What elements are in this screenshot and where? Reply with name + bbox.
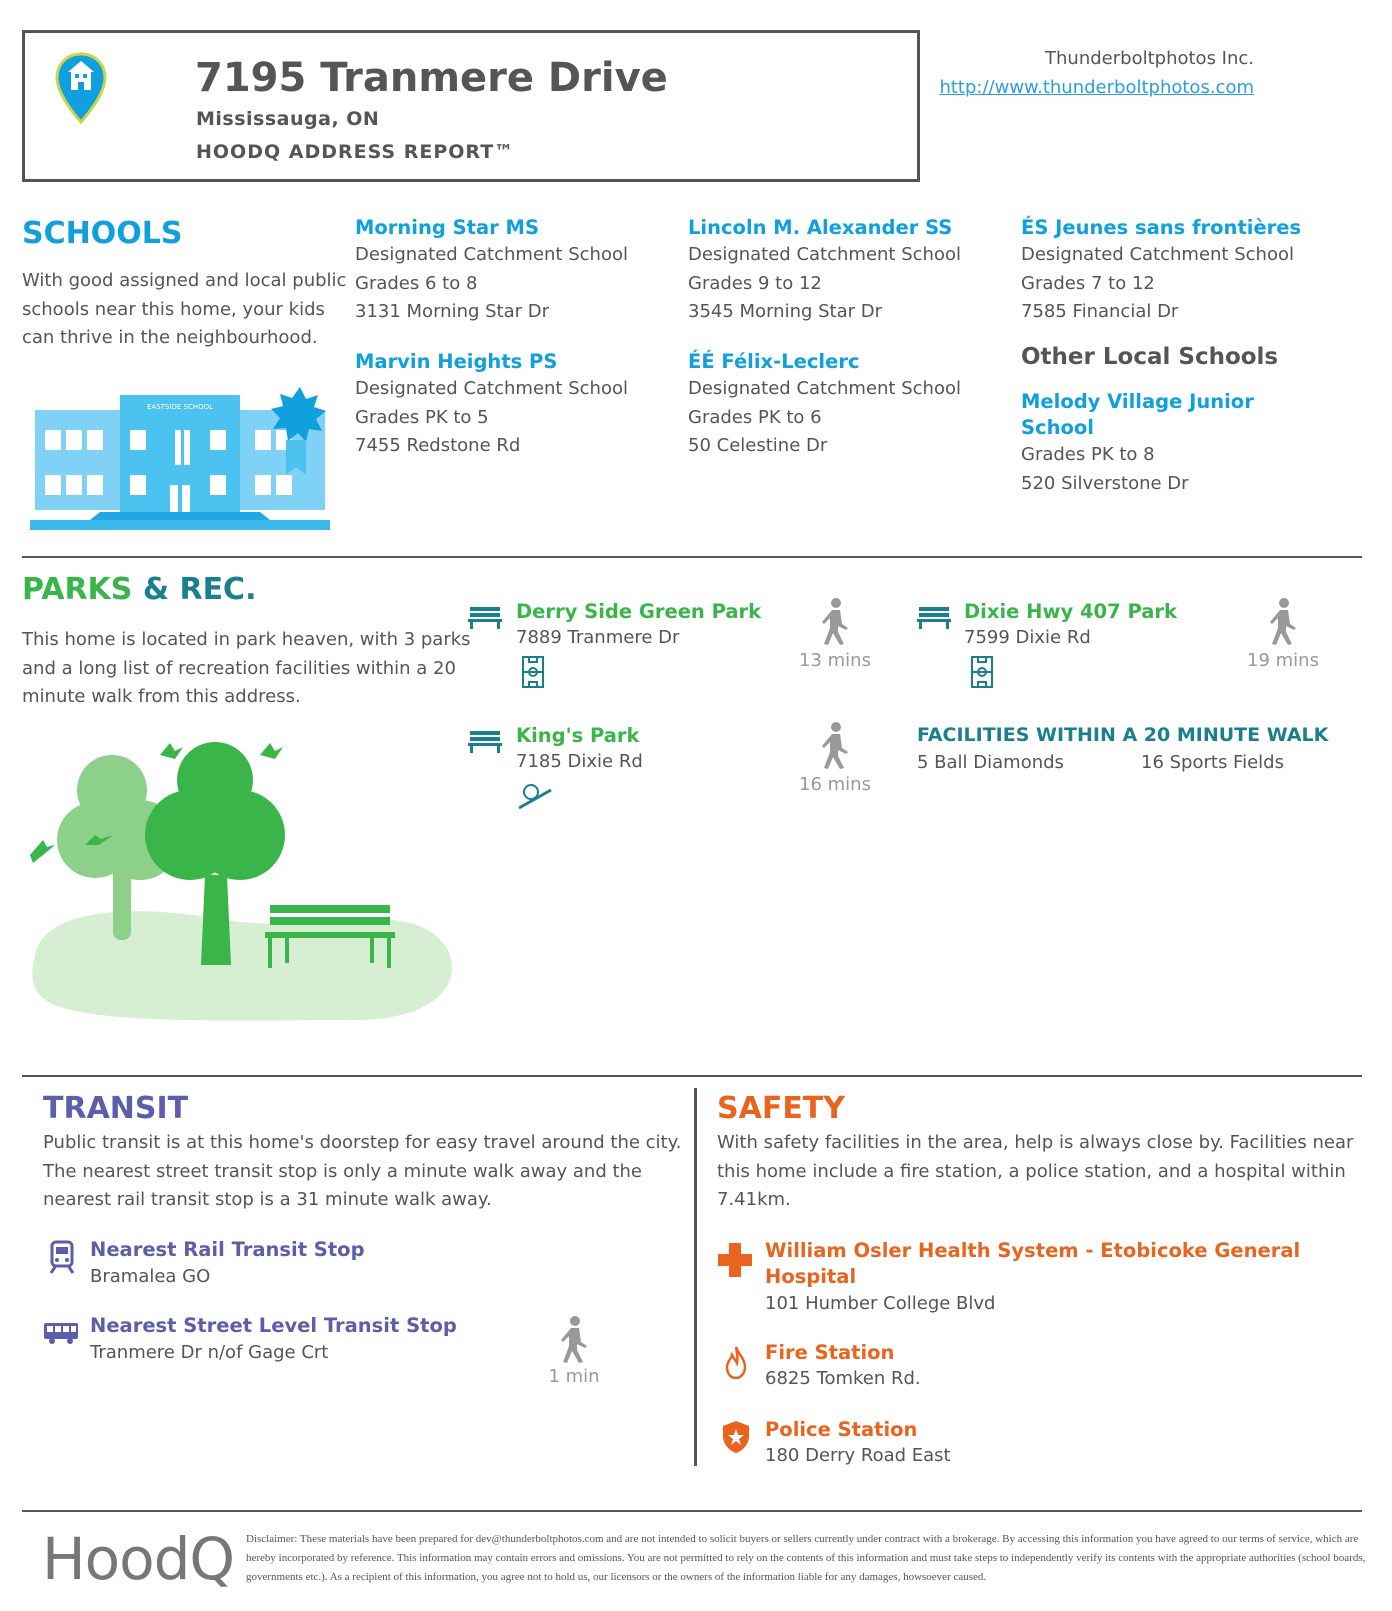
section-divider bbox=[22, 556, 1362, 558]
school-item bbox=[1021, 389, 1281, 498]
bench-icon bbox=[468, 729, 502, 753]
baseball-icon bbox=[517, 780, 553, 810]
school-grades: Grades PK to 5 bbox=[355, 406, 489, 428]
walking-person-icon bbox=[559, 1316, 589, 1364]
report-label: HOODQ ADDRESS REPORT™ bbox=[196, 141, 515, 163]
police-station-address: 180 Derry Road East bbox=[765, 1445, 951, 1466]
school-name[interactable]: Marvin Heights PS bbox=[355, 350, 558, 373]
rail-stop-label: Nearest Rail Transit Stop bbox=[90, 1238, 365, 1261]
school-item bbox=[355, 349, 680, 461]
bench-icon bbox=[468, 605, 502, 629]
school-grades: Grades 6 to 8 bbox=[355, 272, 478, 294]
school-type: Designated Catchment School bbox=[688, 244, 961, 265]
bus-icon bbox=[43, 1321, 79, 1345]
school-item bbox=[1021, 215, 1371, 327]
safety-description: With safety facilities in the area, help is always close by. Facilities near this home include a fire station, a police station, and a hospital within 7.41km. bbox=[717, 1132, 1354, 1210]
parks-heading bbox=[22, 572, 256, 607]
facility-item: 5 Ball Diamonds bbox=[917, 752, 1064, 773]
park-address: 7599 Dixie Rd bbox=[964, 627, 1091, 648]
street-stop-name[interactable]: Tranmere Dr n/of Gage Crt bbox=[90, 1342, 329, 1363]
school-name[interactable]: Morning Star MS bbox=[355, 216, 539, 239]
hospital-address: 101 Humber College Blvd bbox=[765, 1293, 996, 1314]
school-item bbox=[688, 215, 1013, 327]
schools-description: With good assigned and local public schools near this home, your kids can thrive in the neighbourhood. bbox=[22, 270, 347, 348]
facilities-heading: FACILITIES WITHIN A 20 MINUTE WALK bbox=[917, 724, 1329, 746]
school-address: 7585 Financial Dr bbox=[1021, 301, 1179, 322]
parks-description: This home is located in park heaven, with 3 parks and a long list of recreation facilities within a 20 minute walk from this address. bbox=[22, 629, 471, 707]
schools-heading: SCHOOLS bbox=[22, 216, 183, 251]
school-item bbox=[355, 215, 680, 327]
company-name: Thunderboltphotos Inc. bbox=[1045, 48, 1254, 69]
walk-time: 16 mins bbox=[799, 774, 871, 795]
school-grades: Grades PK to 6 bbox=[688, 406, 822, 428]
park-name[interactable]: Derry Side Green Park bbox=[516, 600, 762, 623]
school-address: 3131 Morning Star Dr bbox=[355, 301, 550, 322]
park-illustration bbox=[25, 735, 465, 1025]
fire-icon bbox=[725, 1345, 747, 1379]
police-badge-icon bbox=[722, 1420, 750, 1454]
location-pin-icon bbox=[55, 52, 107, 124]
school-address: 50 Celestine Dr bbox=[688, 435, 828, 456]
fire-station-name[interactable]: Fire Station bbox=[765, 1341, 895, 1364]
walk-time: 19 mins bbox=[1247, 650, 1319, 671]
hoodq-logo: HoodQ bbox=[42, 1525, 235, 1593]
school-address: 3545 Morning Star Dr bbox=[688, 301, 883, 322]
school-type: Designated Catchment School bbox=[688, 378, 961, 399]
street-stop-label: Nearest Street Level Transit Stop bbox=[90, 1314, 457, 1337]
transit-heading: TRANSIT bbox=[43, 1091, 189, 1126]
train-icon bbox=[49, 1240, 75, 1274]
school-item bbox=[688, 349, 1013, 461]
school-name[interactable]: Lincoln M. Alexander SS bbox=[688, 216, 953, 239]
school-grades: Grades 9 to 12 bbox=[688, 272, 822, 294]
school-grades: Grades PK to 8 bbox=[1021, 444, 1155, 465]
company-link[interactable]: http://www.thunderboltphotos.com bbox=[939, 77, 1254, 98]
park-address: 7889 Tranmere Dr bbox=[516, 627, 680, 648]
parks-heading-b: & REC. bbox=[142, 572, 257, 607]
column-divider bbox=[694, 1088, 697, 1466]
safety-heading: SAFETY bbox=[717, 1091, 845, 1126]
hospital-name[interactable]: William Osler Health System - Etobicoke General Hospital bbox=[765, 1239, 1301, 1288]
school-type: Designated Catchment School bbox=[355, 378, 628, 399]
address-city: Mississauga, ON bbox=[196, 108, 380, 130]
school-grades: Grades 7 to 12 bbox=[1021, 272, 1155, 294]
school-address: 7455 Redstone Rd bbox=[355, 435, 521, 456]
building-sign: EASTSIDE SCHOOL bbox=[147, 403, 213, 411]
parks-heading-a: PARKS bbox=[22, 572, 133, 607]
park-name[interactable]: Dixie Hwy 407 Park bbox=[964, 600, 1177, 623]
park-name[interactable]: King's Park bbox=[516, 724, 640, 747]
school-name[interactable]: ÉÉ Félix-Leclerc bbox=[688, 350, 860, 373]
address-title: 7195 Tranmere Drive bbox=[195, 55, 668, 101]
facility-item: 16 Sports Fields bbox=[1141, 752, 1284, 773]
school-type: Designated Catchment School bbox=[1021, 244, 1294, 265]
police-station-name[interactable]: Police Station bbox=[765, 1418, 918, 1441]
sports-field-icon bbox=[521, 655, 545, 689]
school-address: 520 Silverstone Dr bbox=[1021, 472, 1189, 494]
section-divider bbox=[22, 1075, 1362, 1077]
footer-divider bbox=[22, 1510, 1362, 1512]
bench-icon bbox=[917, 605, 951, 629]
walk-time: 1 min bbox=[548, 1366, 600, 1387]
walk-time: 13 mins bbox=[799, 650, 871, 671]
school-building-icon bbox=[30, 385, 330, 545]
disclaimer-text: Disclaimer: These materials have been prepared for dev@thunderboltphotos.com and are not intended to solicit buyers or sellers currently under contract with a brokerage. By accessing this information you have agreed to our terms of service, which are hereby incorporated by reference. This information may contain errors and omissions. You are not permitted to rely on the contents of this information and must take steps to independently verify its contents with the appropriate authorities (school boards, governments etc.). As a recipient of this information, you agree not to hold us, our licensors or the owners of the information liable for any damages, howsoever caused. bbox=[246, 1533, 1366, 1583]
school-type: Designated Catchment School bbox=[355, 244, 628, 265]
transit-description: Public transit is at this home's doorstep for easy travel around the city. The nearest street transit stop is only a minute walk away and the nearest rail transit stop is a 31 minute walk away. bbox=[43, 1132, 682, 1210]
sports-field-icon bbox=[970, 655, 994, 689]
fire-station-address: 6825 Tomken Rd. bbox=[765, 1368, 921, 1389]
school-name[interactable]: Melody Village Junior School bbox=[1021, 390, 1254, 439]
school-name[interactable]: ÉS Jeunes sans frontières bbox=[1021, 216, 1302, 239]
other-schools-heading: Other Local Schools bbox=[1021, 344, 1279, 370]
park-address: 7185 Dixie Rd bbox=[516, 751, 643, 772]
walking-person-icon bbox=[820, 598, 850, 646]
rail-stop-name[interactable]: Bramalea GO bbox=[90, 1266, 211, 1287]
hospital-cross-icon bbox=[717, 1242, 753, 1278]
walking-person-icon bbox=[1268, 598, 1298, 646]
walking-person-icon bbox=[820, 722, 850, 770]
